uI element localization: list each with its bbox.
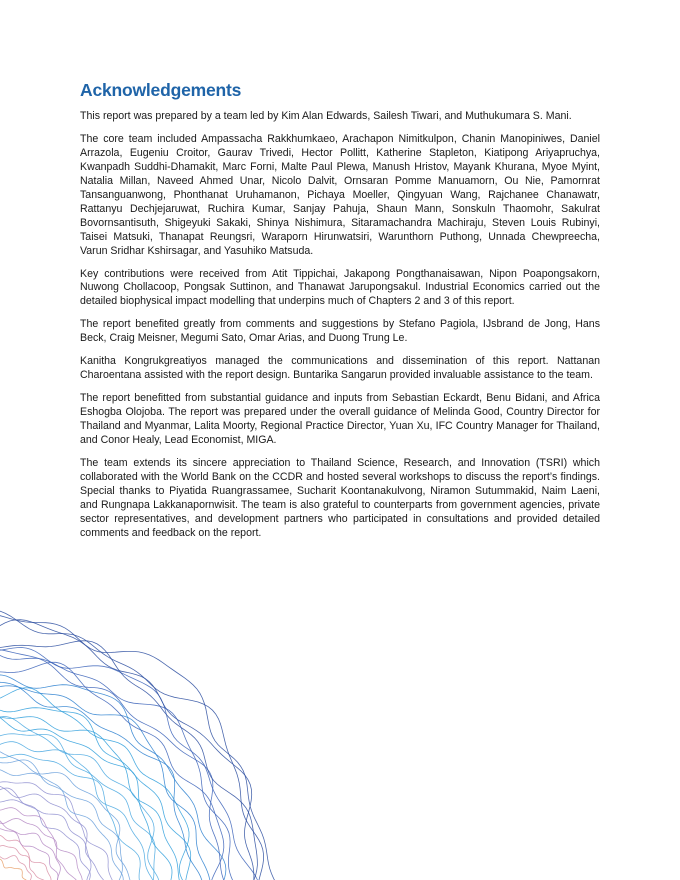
paragraph-1: This report was prepared by a team led by Kim Alan Edwards, Sailesh Tiwari, and Muthukumara S. Mani. — [80, 110, 572, 122]
contour-line — [0, 846, 47, 880]
contour-line — [0, 620, 255, 880]
contour-line — [0, 818, 70, 880]
contour-line — [0, 686, 214, 880]
contour-line — [0, 650, 242, 880]
paragraph-3: Key contributions were received from Atit Tippichai, Jakapong Pongthanaisawan, Nipon Poapongsakorn, Nuwong Chollacoop, Pongsak Suttinon, and Thanawat Jarupongsakul. Industrial Economics carried out the detailed biophysical impact modelling that underpins much of Chapters 2 and 3 of this report. — [80, 267, 600, 308]
contour-line — [0, 610, 264, 880]
contour-line — [0, 706, 191, 880]
contour-line — [0, 688, 191, 880]
paragraph-5: Kanitha Kongrukgreatiyos managed the communications and dissemination of this report. Nattanan Charoentana assisted with the report design. Buntarika Sangarun provided invaluable assistance to the team. — [80, 355, 600, 382]
contour-line — [0, 828, 58, 880]
contour-line — [0, 641, 257, 880]
acknowledgements-body — [80, 110, 600, 550]
contour-line — [0, 662, 224, 880]
contour-line — [0, 760, 126, 880]
contour-line — [0, 808, 84, 880]
contour-line — [0, 788, 99, 880]
paragraph-6: The report benefitted from substantial guidance and inputs from Sebastian Eckardt, Benu Bidani, and Africa Eshogba Olojoba. The report was prepared under the overall guidance of Melinda Good, Country Director for Thailand and Myanmar, Lalita Moorty, Regional Practice Director, Yuan Xu, IFC Country Manager for Thailand, and Conor Healy, Lead Economist, MIGA. — [80, 392, 600, 447]
contour-line — [0, 734, 155, 880]
contour-line — [0, 769, 123, 880]
paragraph-7: The team extends its sincere appreciation to Thailand Science, Research, and Innovation (TSRI) which collaborated with the World Bank on the CCDR and hosted several workshops to discuss the report’s findings. Special thanks to Piyatida Ruangrassamee, Sucharit Koontanakulvong, Niramon Sutummakid, Naim Laeni, and Rungnapa Lakkanapornwisit. The team is also grateful to counterparts from government agencies, private sector representatives, and development partners who participated in consultations and provided detailed comments and feedback on the report. — [80, 457, 600, 539]
contour-line — [0, 850, 41, 880]
contour-line — [0, 782, 114, 880]
contour-line — [0, 742, 156, 880]
contour-line — [0, 716, 188, 880]
contour-lines-icon — [0, 600, 680, 880]
contour-line — [0, 648, 260, 880]
contour-line — [0, 784, 109, 880]
contour-line — [0, 675, 226, 880]
contour-line — [0, 858, 33, 880]
paragraph-4: The report benefited greatly from comments and suggestions by Stefano Pagiola, IJsbrand de Jong, Hans Beck, Craig Meisner, Megumi Sato, Omar Arias, and Duong Trung Le. — [80, 318, 600, 345]
contour-line — [0, 614, 291, 880]
contour-line — [0, 816, 78, 880]
contour-line — [0, 717, 164, 880]
contour-line — [0, 799, 90, 880]
contour-line — [0, 748, 139, 880]
contour-line — [0, 835, 54, 880]
contour-line — [0, 752, 146, 880]
page-title: Acknowledgements — [80, 80, 242, 100]
paragraph-2: The core team included Ampassacha Rakkhumkaeo, Arachapon Nimitkulpon, Chanin Manopiniwes, Daniel Arrazola, Eugeniu Croitor, Gaurav Trivedi, Hector Pollitt, Katherine Stapleton, Kiatipong Ariyapruchya, Kwanpadh Suddhi-Dhamakit, Marc Forni, Malte Paul Plewa, Manush Hristov, Mayank Khurana, Myoe Myint, Natalia Millan, Naveed Ahmed Unar, Nicolo Dalvit, Ornsaran Pomme Manuamorn, Ou Nie, Pamornrat Tansanguanwong, Phonthanat Uruhamanon, Pichaya Moeller, Qingyuan Wang, Rajchanee Chanawatr, Rattanyu Dechjejaruwat, Ruchira Kumar, Sanjay Pahuja, Shaun Mann, Sonskuln Thaomohr, Sakulrat Bovornsantisuth, Shigeyuki Sakaki, Shinya Nishimura, Sitaramachandra Machiraju, Steven Louis Rubinyi, Taisei Matsuki, Thanapat Reungsri, Waraporn Hirunwatsiri, Warunthorn Puthong, Unnada Chewpreecha, Varun Sridhar Kshirsagar, and Yasuhiko Matsuda. — [80, 132, 600, 257]
contour-line — [0, 649, 231, 880]
contour-line — [0, 713, 173, 880]
contour-line — [0, 682, 203, 880]
